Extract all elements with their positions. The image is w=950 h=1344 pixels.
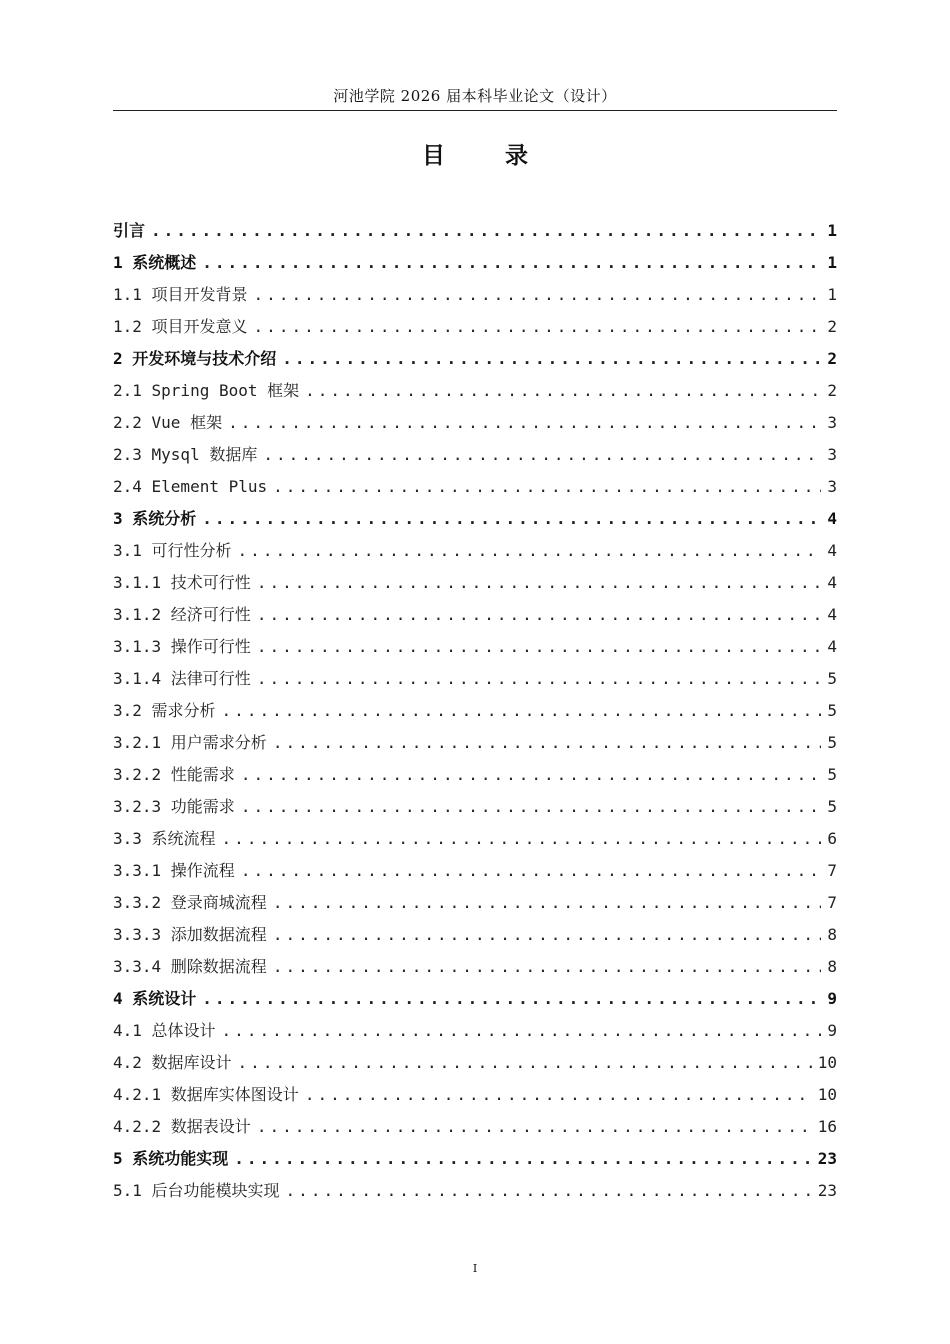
toc-entry-label: 3.3.3 添加数据流程 [113, 925, 267, 944]
toc-entry-page: 6 [827, 829, 837, 848]
toc-title: 目 录 [421, 143, 554, 169]
toc-entry-page: 1 [827, 221, 837, 240]
toc-entry[interactable] [113, 919, 837, 951]
toc-entry-page: 8 [827, 957, 837, 976]
dot-leader [241, 855, 821, 887]
toc-entry-label: 3.2 需求分析 [113, 701, 216, 720]
toc-entry-label: 1.2 项目开发意义 [113, 317, 248, 336]
toc-entry-page: 5 [827, 765, 837, 784]
dot-leader [222, 1015, 821, 1047]
toc-entry-page: 9 [827, 1021, 837, 1040]
toc-entry-page: 1 [827, 253, 837, 272]
toc-entry-label: 3 系统分析 [113, 509, 197, 528]
toc-entry-label: 3.3.2 登录商城流程 [113, 893, 267, 912]
dot-leader [273, 919, 821, 951]
toc-entry-label: 2.1 Spring Boot 框架 [113, 381, 300, 400]
toc-entry-page: 1 [827, 285, 837, 304]
toc-entry-label: 2 开发环境与技术介绍 [113, 349, 277, 368]
table-of-contents [113, 215, 837, 1207]
toc-entry[interactable] [113, 695, 837, 727]
toc-entry[interactable] [113, 599, 837, 631]
dot-leader [202, 247, 821, 279]
toc-entry[interactable] [113, 215, 837, 247]
dot-leader [305, 1079, 812, 1111]
dot-leader [273, 887, 821, 919]
toc-entry-page: 7 [827, 861, 837, 880]
toc-entry-label: 3.1 可行性分析 [113, 541, 232, 560]
toc-entry-page: 3 [827, 413, 837, 432]
toc-entry-label: 3.2.3 功能需求 [113, 797, 235, 816]
toc-entry[interactable] [113, 535, 837, 567]
toc-entry-label: 3.1.4 法律可行性 [113, 669, 251, 688]
toc-entry-page: 4 [827, 605, 837, 624]
dot-leader [254, 311, 821, 343]
toc-entry-page: 16 [817, 1117, 837, 1136]
toc-entry-page: 2 [827, 381, 837, 400]
toc-entry[interactable] [113, 407, 837, 439]
dot-leader [257, 567, 821, 599]
toc-entry[interactable] [113, 1047, 837, 1079]
toc-entry-label: 3.3 系统流程 [113, 829, 216, 848]
toc-entry-page: 23 [817, 1149, 837, 1168]
toc-entry-page: 2 [827, 349, 837, 368]
toc-entry-page: 4 [827, 573, 837, 592]
dot-leader [238, 1047, 812, 1079]
toc-entry[interactable] [113, 375, 837, 407]
dot-leader [222, 823, 821, 855]
toc-entry[interactable] [113, 311, 837, 343]
dot-leader [273, 951, 821, 983]
toc-entry-label: 3.1.1 技术可行性 [113, 573, 251, 592]
toc-entry-label: 3.3.1 操作流程 [113, 861, 235, 880]
dot-leader [241, 759, 821, 791]
toc-entry-page: 10 [817, 1053, 837, 1072]
toc-entry[interactable] [113, 471, 837, 503]
toc-entry[interactable] [113, 823, 837, 855]
toc-entry-page: 5 [827, 669, 837, 688]
toc-entry[interactable] [113, 759, 837, 791]
toc-entry-label: 3.1.3 操作可行性 [113, 637, 251, 656]
toc-entry-page: 5 [827, 733, 837, 752]
toc-entry-page: 3 [827, 445, 837, 464]
toc-entry-page: 10 [817, 1085, 837, 1104]
toc-entry-label: 3.3.4 删除数据流程 [113, 957, 267, 976]
dot-leader [241, 791, 821, 823]
toc-entry[interactable] [113, 855, 837, 887]
toc-entry[interactable] [113, 439, 837, 471]
toc-entry-page: 4 [827, 637, 837, 656]
toc-entry[interactable] [113, 791, 837, 823]
toc-entry[interactable] [113, 983, 837, 1015]
toc-entry-label: 5.1 后台功能模块实现 [113, 1181, 280, 1200]
toc-entry-label: 4.2 数据库设计 [113, 1053, 232, 1072]
toc-entry-label: 3.1.2 经济可行性 [113, 605, 251, 624]
toc-entry[interactable] [113, 951, 837, 983]
toc-entry[interactable] [113, 1111, 837, 1143]
toc-entry-page: 23 [817, 1181, 837, 1200]
dot-leader [228, 407, 821, 439]
dot-leader [234, 1143, 811, 1175]
dot-leader [286, 1175, 812, 1207]
toc-entry[interactable] [113, 631, 837, 663]
toc-entry[interactable] [113, 503, 837, 535]
toc-entry[interactable] [113, 1079, 837, 1111]
toc-entry-label: 4 系统设计 [113, 989, 197, 1008]
toc-entry-page: 7 [827, 893, 837, 912]
toc-entry-label: 3.2.1 用户需求分析 [113, 733, 267, 752]
toc-entry-label: 2.3 Mysql 数据库 [113, 445, 258, 464]
toc-entry[interactable] [113, 343, 837, 375]
toc-entry[interactable] [113, 1175, 837, 1207]
toc-entry[interactable] [113, 887, 837, 919]
toc-entry-label: 1.1 项目开发背景 [113, 285, 248, 304]
toc-entry-page: 4 [827, 541, 837, 560]
toc-entry[interactable] [113, 567, 837, 599]
dot-leader [257, 599, 821, 631]
toc-entry[interactable] [113, 663, 837, 695]
toc-entry-label: 5 系统功能实现 [113, 1149, 229, 1168]
toc-entry-label: 引言 [113, 221, 146, 240]
toc-entry[interactable] [113, 247, 837, 279]
toc-entry[interactable] [113, 727, 837, 759]
dot-leader [257, 631, 821, 663]
toc-entry-page: 8 [827, 925, 837, 944]
dot-leader [273, 727, 821, 759]
page-number: I [472, 1262, 478, 1275]
toc-entry-label: 4.1 总体设计 [113, 1021, 216, 1040]
toc-entry-page: 5 [827, 797, 837, 816]
toc-entry-page: 9 [827, 989, 837, 1008]
toc-entry-label: 4.2.2 数据表设计 [113, 1117, 251, 1136]
dot-leader [222, 695, 821, 727]
dot-leader [263, 439, 821, 471]
toc-entry-label: 2.4 Element Plus [113, 477, 268, 496]
toc-entry-page: 2 [827, 317, 837, 336]
dot-leader [257, 663, 821, 695]
dot-leader [305, 375, 821, 407]
toc-entry-label: 2.2 Vue 框架 [113, 413, 223, 432]
dot-leader [202, 503, 821, 535]
header-divider [113, 110, 837, 111]
dot-leader [238, 535, 821, 567]
toc-entry-page: 5 [827, 701, 837, 720]
dot-leader [151, 215, 821, 247]
dot-leader [282, 343, 821, 375]
toc-entry[interactable] [113, 1015, 837, 1047]
dot-leader [257, 1111, 812, 1143]
toc-entry-label: 1 系统概述 [113, 253, 197, 272]
dot-leader [254, 279, 821, 311]
toc-entry-page: 4 [827, 509, 837, 528]
toc-entry[interactable] [113, 1143, 837, 1175]
toc-entry-label: 4.2.1 数据库实体图设计 [113, 1085, 299, 1104]
toc-entry-label: 3.2.2 性能需求 [113, 765, 235, 784]
page-header: 河池学院 2026 届本科毕业论文（设计） [333, 87, 617, 105]
dot-leader [202, 983, 821, 1015]
toc-entry-page: 3 [827, 477, 837, 496]
toc-entry[interactable] [113, 279, 837, 311]
dot-leader [273, 471, 821, 503]
